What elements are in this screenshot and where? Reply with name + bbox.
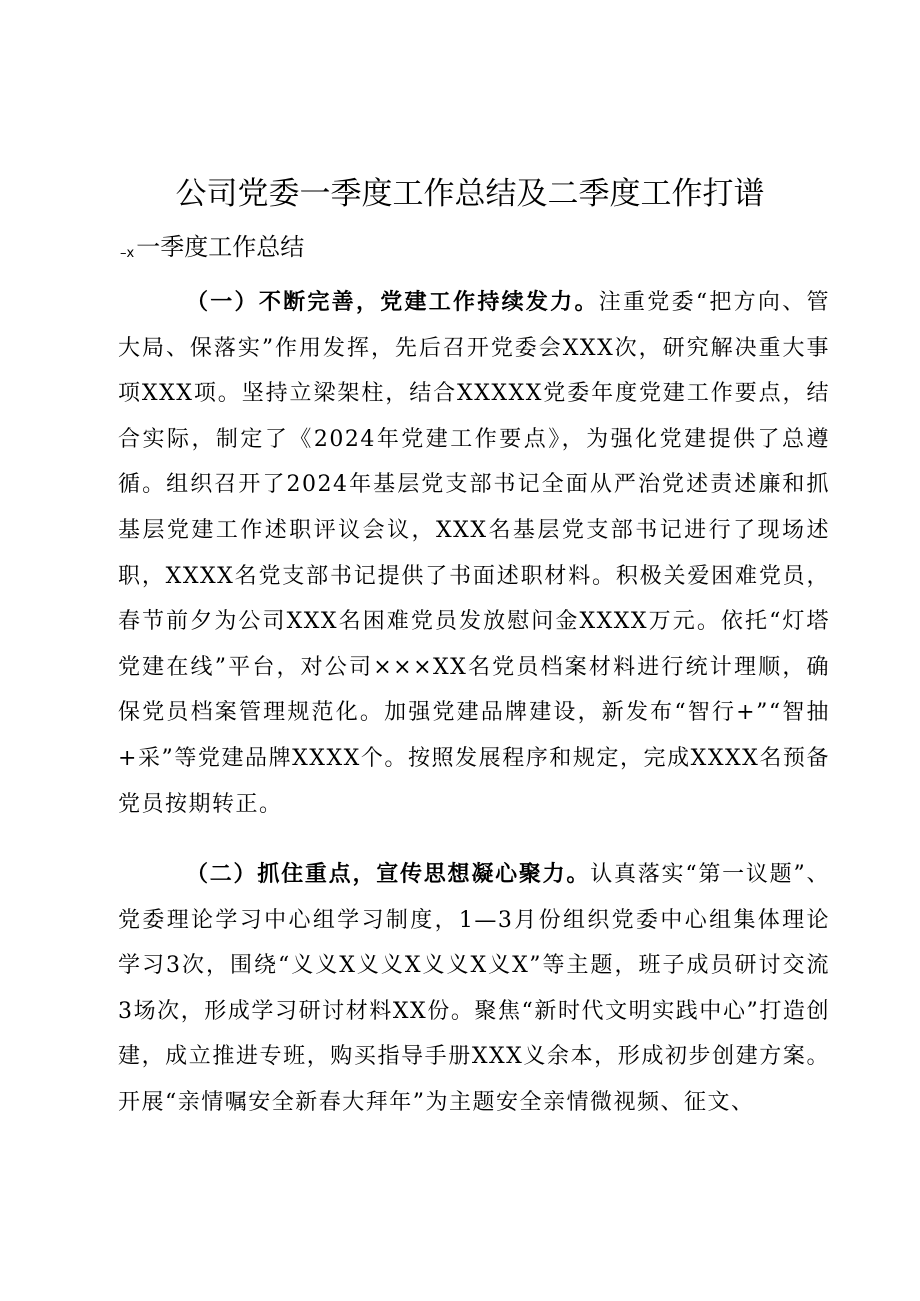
section-heading-title: 一季度工作总结: [136, 233, 305, 261]
paragraph-body: 注重党委“把方向、管大局、保落实”作用发挥，先后召开党委会XXX次，研究解决重大事项XXX项。坚持立梁架柱，结合XXXXX党委年度党建工作要点，结合实际，制定了《2024年党建工作要点》，为强化党建提供了总遵循。组织召开了2024年基层党支部书记全面从严治党述责述廉和抓基层党建工作述职评议会议，XXX名基层党支部书记进行了现场述职，XXXX名党支部书记提供了书面述职材料。积极关爱困难党员，春节前夕为公司XXX名困难党员发放慰问金XXXX万元。依托“灯塔党建在线”平台，对公司×××XX名党员档案材料进行统计理顺，确保党员档案管理规范化。加强党建品牌建设，新发布“智行+”“智抽+采”等党建品牌XXXX个。按照发展程序和规定，完成XXXX名预备党员按期转正。: [118, 290, 830, 817]
paragraph-lead: （二）抓住重点，宣传思想凝心聚力。: [186, 861, 591, 887]
paragraph-body: 认真落实“第一议题”、党委理论学习中心组学习制度，1—3月份组织党委中心组集体理论学习3次，围绕“义义X义义X义义X义X”等主题，班子成员研讨交流3场次，形成学习研讨材料XX份。聚焦“新时代文明实践中心”打造创建，成立推进专班，购买指导手册XXX义余本，形成初步创建方案。开展“亲情嘱安全新春大拜年”为主题安全亲情微视频、征文、: [118, 862, 830, 1115]
paragraph-party-building: [118, 280, 830, 827]
section-heading-prefix: –x: [120, 246, 135, 261]
paragraph-lead: （一）不断完善，党建工作持续发力。: [186, 289, 599, 315]
document-title: 公司党委一季度工作总结及二季度工作打谱: [175, 176, 765, 212]
paragraph-publicity: [118, 852, 830, 1126]
section-heading: [120, 229, 304, 270]
